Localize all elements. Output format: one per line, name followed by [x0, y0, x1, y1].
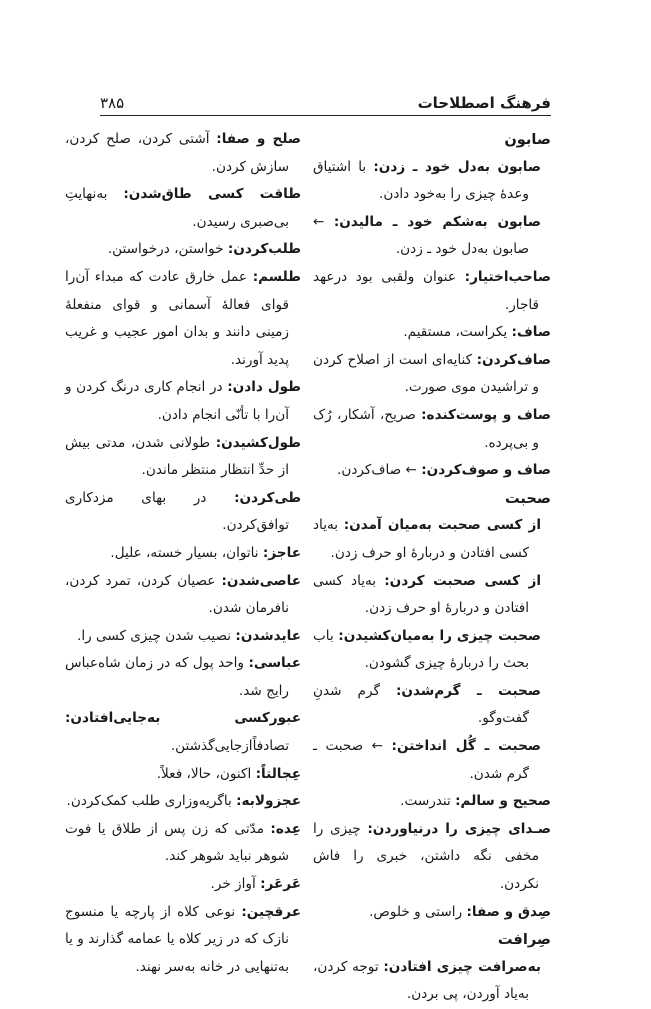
entry-definition: به‌یاد کسی افتادن و دربارهٔ او حرف زدن.	[313, 517, 529, 561]
entry-headword: صاف‌کردن:	[476, 351, 551, 368]
sub-entry	[313, 568, 551, 623]
dictionary-entry	[65, 540, 301, 568]
entry-definition: ← صابون به‌دل خود ـ زدن.	[313, 213, 529, 258]
entry-definition: عمل خارق عادت که مبداء آن‌را قوای فعالهٔ آسمانی و قوای منفعلهٔ زمینی دانند و بدان امور عجیب و غریب پدید آورند.	[65, 268, 289, 368]
dictionary-entry	[313, 402, 551, 457]
entry-definition: ← صحبت ـ گرم شدن.	[313, 738, 529, 782]
section-heading: صابون	[504, 131, 551, 148]
entry-definition: به‌نهایتِ بی‌صبری رسیدن.	[65, 186, 289, 230]
entry-definition: با اشتیاق وعدهٔ چیزی را به‌خود دادن.	[313, 158, 529, 203]
dictionary-entry	[65, 816, 301, 871]
dictionary-entry	[65, 705, 301, 760]
sub-entry	[313, 512, 551, 567]
running-title: فرهنگ اصطلاحات	[417, 94, 551, 112]
entry-headword: عَرعَر:	[260, 876, 301, 893]
dictionary-entry	[313, 347, 551, 402]
entry-headword: عِده:	[270, 820, 301, 837]
dictionary-entry	[65, 374, 301, 429]
entry-headword: عبورکسی به‌جایی‌افتادن:	[65, 710, 301, 727]
dictionary-entry	[65, 623, 301, 651]
entry-definition: توجه کردن، به‌یاد آوردن، پی بردن.	[313, 958, 529, 1003]
dictionary-entry	[65, 236, 301, 264]
right-column	[313, 126, 551, 1009]
entry-headword: صاف و پوست‌کنده:	[421, 406, 551, 423]
entry-definition: باب بحث را دربارهٔ چیزی گشودن.	[313, 627, 529, 672]
entry-definition: چیزی را مخفی نگه داشتن، خبری را فاش نکردن.	[313, 820, 539, 893]
entry-definition: باگریه‌وزاری طلب کمک‌کردن.	[66, 793, 237, 810]
entry-definition: آواز خر.	[210, 876, 261, 893]
entry-definition: اکنون، حالا، فعلاً.	[156, 765, 256, 782]
entry-headword: صابون به‌شکم خود ـ مالیدن:	[333, 213, 541, 230]
entry-headword: به‌صرافت چیزی افتادن:	[383, 958, 541, 975]
entry-definition: مدّتی که زن پس از طلاق یا فوت شوهر نباید شوهر کند.	[65, 820, 289, 865]
section-heading: صحبت	[504, 489, 551, 507]
entry-definition: به‌یاد کسی افتادن و دربارهٔ او حرف زدن.	[313, 572, 529, 617]
entry-headword: عرقچین:	[241, 903, 301, 920]
dictionary-entry	[65, 430, 301, 485]
entry-definition: گرم شدنِ گفت‌وگو.	[313, 682, 529, 727]
entry-headword: صاف و صوف‌کردن:	[421, 462, 551, 479]
dictionary-entry	[313, 816, 551, 899]
dictionary-entry	[65, 264, 301, 374]
entry-headword: طلب‌کردن:	[227, 241, 301, 258]
entry-headword: صحیح و سالم:	[455, 793, 551, 810]
entry-headword: از کسی صحبت به‌میان آمدن:	[343, 517, 541, 534]
section-heading: صِرافت	[497, 931, 551, 949]
dictionary-entry	[65, 899, 301, 982]
entry-headword: از کسی صحبت کردن:	[384, 572, 541, 589]
dictionary-entry	[65, 181, 301, 236]
entry-definition: تندرست.	[400, 793, 456, 810]
entry-definition: ← صاف‌کردن.	[337, 462, 422, 479]
dictionary-entry	[65, 568, 301, 623]
dictionary-entry	[313, 457, 551, 485]
entry-headword: عاصی‌شدن:	[221, 572, 301, 589]
entry-headword: طلسم:	[252, 268, 301, 285]
entry-definition: در بهای مزدکاری توافق‌کردن.	[65, 489, 289, 534]
entry-headword: صلح و صفا:	[216, 131, 302, 147]
entry-headword: صِدق و صفا:	[466, 903, 551, 920]
dictionary-entry	[65, 788, 301, 816]
page-number: ۳۸۵	[100, 94, 125, 112]
sub-entry	[313, 154, 551, 209]
entry-definition: راستی و خلوص.	[369, 903, 467, 920]
sub-entry	[313, 209, 551, 264]
dictionary-entry	[65, 761, 301, 789]
dictionary-entry	[65, 871, 301, 899]
entry-definition: در انجام کاری درنگ کردن و آن‌را با تأنّی انجام دادن.	[65, 379, 289, 423]
entry-headword: صحبت ـ گرم‌شدن:	[395, 682, 541, 699]
entry-headword: طول‌کشیدن:	[215, 434, 301, 451]
dictionary-entry	[313, 319, 551, 347]
entry-headword: عجزولابه:	[236, 793, 301, 810]
entry-headword: عِجالتاً:	[255, 765, 301, 782]
entry-headword: صحبت ـ گُل انداختن:	[391, 738, 541, 755]
sub-entry	[313, 954, 551, 1009]
entry-definition: یکراست، مستقیم.	[403, 324, 512, 341]
dictionary-entry	[65, 650, 301, 705]
entry-definition: نصیب شدن چیزی کسی را.	[77, 627, 236, 644]
entry-headword: صـدای چیزی را درنیاوردن:	[367, 820, 551, 837]
entry-definition: صریح، آشکار، رُک و بی‌پرده.	[313, 406, 539, 451]
entry-definition: عصیان کردن، تمرد کردن، نافرمان شدن.	[65, 572, 289, 617]
entry-headword: عایدشدن:	[235, 627, 301, 644]
page-header	[100, 84, 551, 116]
entry-definition: آشتی کردن، صلح کردن، سازش کردن.	[65, 131, 289, 175]
dictionary-entry	[313, 899, 551, 927]
entry-definition: خواستن، درخواستن.	[107, 241, 228, 258]
entry-headword: طی‌کردن:	[234, 489, 301, 506]
entry-headword: صاحب‌اختیار:	[464, 268, 551, 285]
entry-definition: طولانی شدن، مدتی بیش از حدِّ انتظار منتظر ماندن.	[65, 434, 289, 479]
entry-headword: صاف:	[511, 324, 551, 341]
entry-headword: عاجز:	[262, 544, 301, 561]
entry-headword: عباسی:	[248, 655, 301, 672]
entry-headword: طاقت کسی طاق‌شدن:	[123, 186, 302, 203]
sub-entry	[313, 623, 551, 678]
entry-headword: طول دادن:	[227, 379, 301, 396]
sub-entry	[313, 733, 551, 788]
dictionary-entry	[65, 126, 301, 181]
entry-definition: تصادفاًازجایی‌گذشتن.	[170, 738, 289, 755]
entry-headword: صابون به‌دل خود ـ زدن:	[373, 158, 541, 175]
entry-definition: ناتوان، بسیار خسته، علیل.	[110, 544, 263, 561]
entry-headword: صحبت چیزی را به‌میان‌کشیدن:	[338, 627, 541, 644]
left-column	[65, 126, 301, 981]
dictionary-entry	[313, 788, 551, 816]
dictionary-entry	[313, 264, 551, 319]
entry-definition: واحد پول که در زمان شاه‌عباس رایج شد.	[65, 655, 289, 699]
entry-definition: عنوان ولقبی بود درعهد قاجار.	[313, 268, 539, 313]
sub-entry	[313, 678, 551, 733]
entry-definition: کنایه‌ای است از اصلاح کردن و تراشیدن موی صورت.	[313, 351, 539, 396]
dictionary-entry	[65, 485, 301, 540]
entry-definition: نوعی کلاه از پارچه یا منسوج نازک که در زیر کلاه یا عمامه گذارند و یا به‌تنهایی در خانه به‌سر نهند.	[65, 903, 289, 975]
